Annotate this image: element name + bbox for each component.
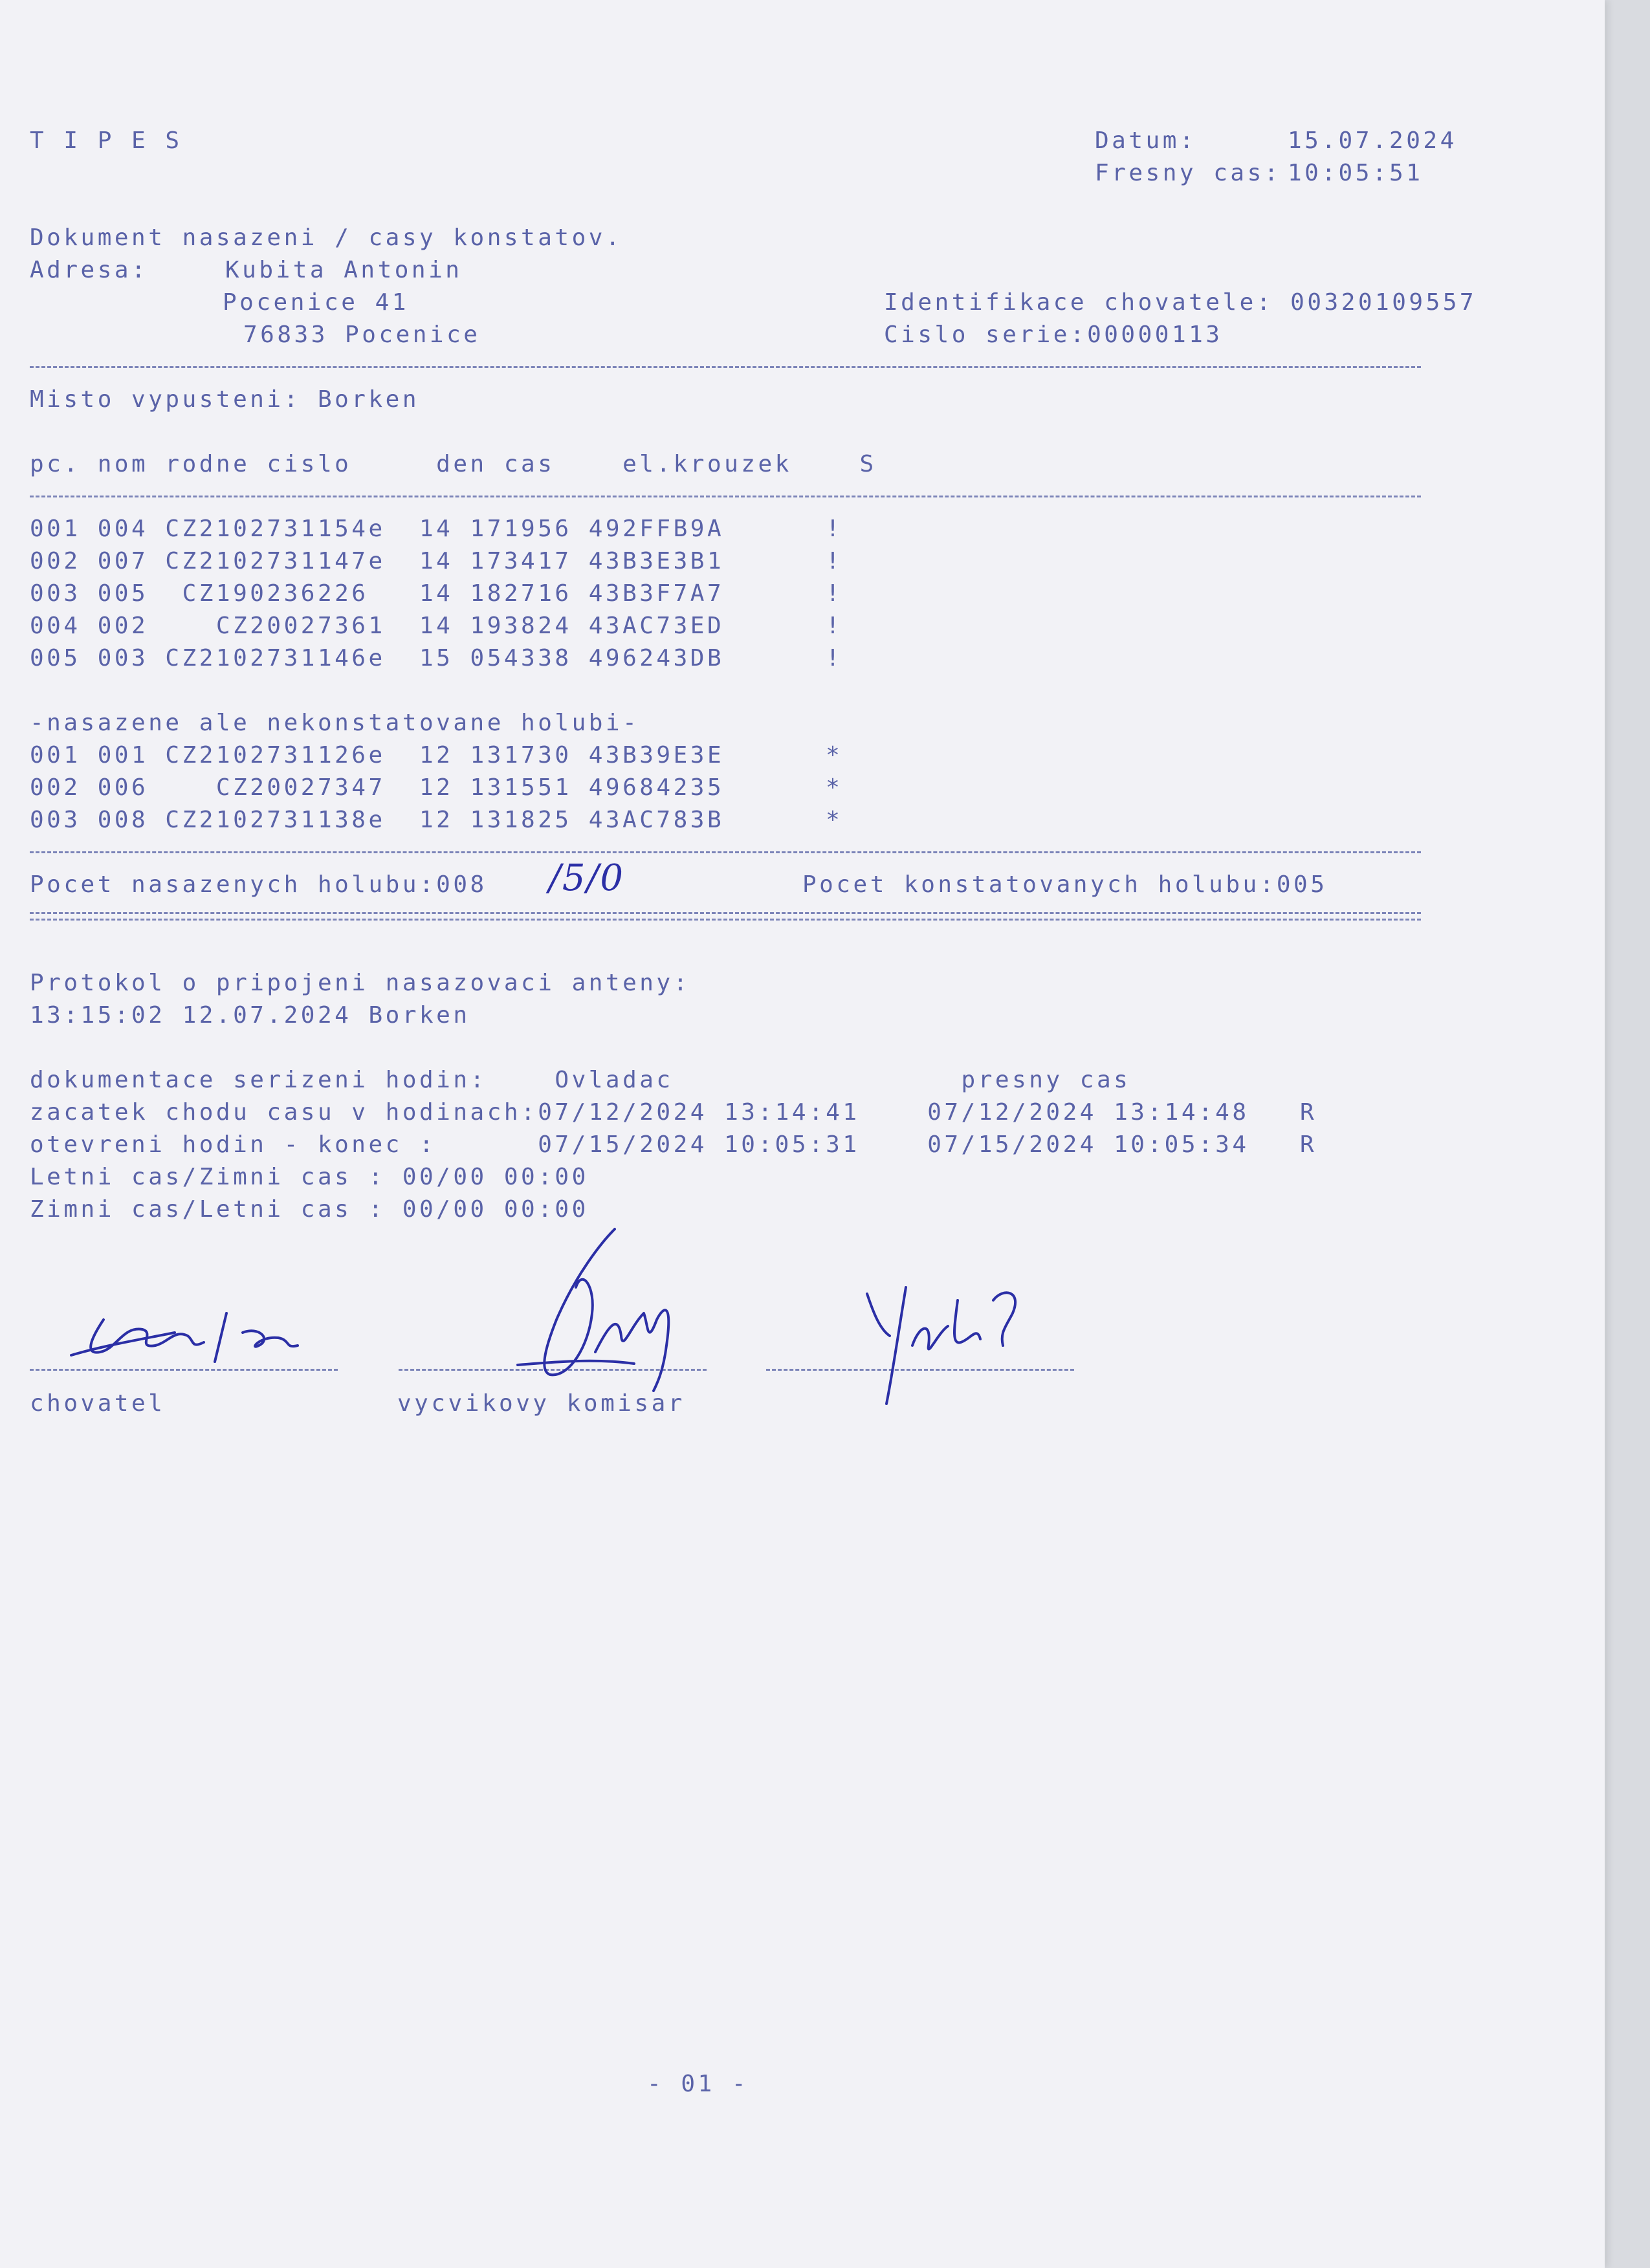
table-row: 003 008 CZ2102731138e 12 131825 43AC783B * — [30, 807, 843, 833]
commissioner-signature — [479, 1216, 712, 1397]
table-row: 002 006 CZ20027347 12 131551 49684235 * — [30, 774, 843, 801]
basketed-handwritten: /5/0 — [549, 857, 624, 899]
clock-header: dokumentace serizeni hodin: Ovladac presny cas — [30, 1067, 1131, 1093]
time-label: Fresny cas: — [1095, 160, 1281, 186]
breeder-id: Identifikace chovatele: 00320109557 — [884, 289, 1477, 316]
basketed-count: Pocet nasazenych holubu:008 — [30, 871, 487, 898]
not-clocked-title: -nasazene ale nekonstatovane holubi- — [30, 710, 640, 736]
third-signature — [854, 1274, 1048, 1423]
address-city: 76833 Pocenice — [243, 322, 481, 348]
table-row: 001 001 CZ2102731126e 12 131730 43B39E3E * — [30, 742, 843, 769]
table-row: 001 004 CZ2102731154e 14 171956 492FFB9A ! — [30, 516, 843, 542]
series-number: Cislo serie:00000113 — [884, 322, 1223, 348]
clocked-count: Pocet konstatovanych holubu:005 — [802, 871, 1328, 898]
winter-summer: Zimni cas/Letni cas : 00/00 00:00 — [30, 1196, 589, 1223]
table-row: 005 003 CZ2102731146e 15 054338 496243DB ! — [30, 645, 843, 671]
breeder-label: chovatel — [30, 1390, 166, 1417]
clock-start: zacatek chodu casu v hodinach:07/12/2024 13:14:41 07/12/2024 13:14:48 R — [30, 1099, 1317, 1126]
summer-winter: Letni cas/Zimni cas : 00/00 00:00 — [30, 1164, 589, 1190]
protocol-title: Protokol o pripojeni nasazovaci anteny: — [30, 970, 690, 996]
date-label: Datum: — [1095, 127, 1197, 154]
brand-title: T I P E S — [30, 127, 182, 154]
divider — [30, 919, 1421, 921]
address-name: Kubita Antonin — [225, 257, 463, 283]
divider — [30, 851, 1421, 853]
address-street: Pocenice 41 — [223, 289, 409, 316]
divider — [30, 366, 1421, 368]
commissioner-label: vycvikovy komisar — [397, 1390, 685, 1417]
breeder-signature — [65, 1300, 311, 1371]
document-title: Dokument nasazeni / casy konstatov. — [30, 224, 623, 251]
table-header: pc. nom rodne cislo den cas el.krouzek S — [30, 451, 877, 477]
release-place: Misto vypusteni: Borken — [30, 386, 419, 413]
address-label: Adresa: — [30, 257, 149, 283]
divider — [30, 496, 1421, 497]
clock-open: otevreni hodin - konec : 07/15/2024 10:05:31 07/15/2024 10:05:34 R — [30, 1131, 1317, 1158]
time-value: 10:05:51 — [1288, 160, 1424, 186]
table-row: 002 007 CZ2102731147e 14 173417 43B3E3B1 ! — [30, 548, 843, 574]
table-row: 004 002 CZ20027361 14 193824 43AC73ED ! — [30, 613, 843, 639]
table-row: 003 005 CZ190236226 14 182716 43B3F7A7 ! — [30, 580, 843, 607]
date-value: 15.07.2024 — [1288, 127, 1457, 154]
divider — [30, 912, 1421, 914]
page-number: - 01 - — [647, 2071, 749, 2097]
protocol-entry: 13:15:02 12.07.2024 Borken — [30, 1002, 470, 1029]
